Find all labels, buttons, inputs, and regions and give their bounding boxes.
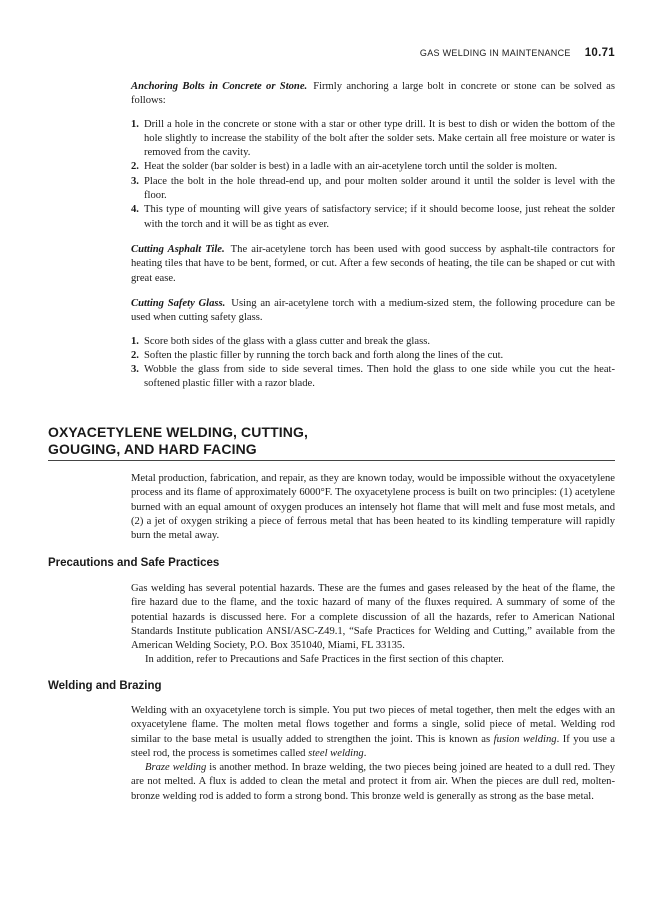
asphalt-heading: Cutting Asphalt Tile. <box>131 244 225 255</box>
welding-brazing-body: Welding with an oxyacetylene torch is simple. You put two pieces of metal together, then melt the edges with an oxyacetylene flame. The molten metal flows together and forms a single, solid piece of metal. Welding rod similar to the base metal is usually added to strengthen the joint. This is known as fusion welding. If you use a steel rod, the process is sometimes called steel welding. Braze welding is another method. In braze welding, the two pieces being joined are heated to a dull red. They are not melted. A flux is added to clean the metal and protect it from air. When the pieces are dull red, molten-bronze welding rod is added to form a strong bond. This bronze weld is generally as strong as the base metal. <box>131 705 616 802</box>
anchoring-steps <box>131 118 615 232</box>
running-head <box>300 47 615 59</box>
list-item: 4. This type of mounting will give years of satisfactory service; if it should become loose, just reheat the solder with the torch and it will be as tight as ever. <box>131 204 615 230</box>
list-item: 2. Heat the solder (bar solder is best) in a ladle with an air-acetylene torch until the solder is molten. <box>131 161 558 173</box>
safety-glass-block: Cutting Safety Glass. Using an air-acetylene torch with a medium-sized stem, the following procedure can be used when cutting safety glass. 1. Score both sides of the glass with a glass cutter and break the glass. 2. Soften the plastic filler by running the torch back and forth along the lines of the cut. 3. Wobble the glass from side to side several times. Then hold the glass to one side while you cut the heat-softened plastic filler with a razor blade. <box>131 297 615 392</box>
anchoring-heading: Anchoring Bolts in Concrete or Stone. <box>131 81 308 92</box>
section-heading: OXYACETYLENE WELDING, CUTTING, GOUGING, AND HARD FACING <box>48 424 615 461</box>
precautions-heading: Precautions and Safe Practices <box>48 557 220 569</box>
list-item: 3. Wobble the glass from side to side several times. Then hold the glass to one side while you cut the heat-softened plastic filler with a razor blade. <box>131 364 615 390</box>
precautions-body: Gas welding has several potential hazards. These are the fumes and gases released by the heat of the flame, the fire hazard due to the flame, and the toxic hazard of many of the fluxes required. A summary of some of the potential hazards is discussed here. For a complete discussion of all the hazards, refer to American National Standards Institute publication ANSI/ASC-Z49.1, “Safe Practices for Welding and Cutting,” available from the American Welding Society, P.O. Box 351040, Miami, FL 33135. In addition, refer to Precautions and Safe Practices in the first section of this chapter. <box>131 583 615 666</box>
anchoring-block <box>131 80 615 232</box>
running-title: GAS WELDING IN MAINTENANCE <box>419 48 571 58</box>
list-item: 1. Drill a hole in the concrete or stone with a star or other type drill. It is best to dish or widen the bottom of the hole slightly to increase the stability of the bolt after the solder sets. Make certain all free moisture or water is removed from the cavity. <box>131 118 615 159</box>
welding-brazing-heading: Welding and Brazing <box>48 680 162 692</box>
list-item: 1. Score both sides of the glass with a glass cutter and break the glass. <box>131 335 430 347</box>
anchoring-intro: Anchoring Bolts in Concrete or Stone. Firmly anchoring a large bolt in concrete or stone can be solved as follows: <box>131 81 615 107</box>
safety-glass-steps <box>131 335 615 392</box>
list-item: 3. Place the bolt in the hole thread-end up, and pour molten solder around it until the solder is level with the floor. <box>131 175 615 202</box>
page-number: 10.71 <box>584 47 615 59</box>
asphalt-block: Cutting Asphalt Tile. The air-acetylene torch has been used with good success by asphalt-tile contractors for heating tiles that have to be bent, formed, or cut. After a few seconds of heating, the tile can be shaped or cut with great ease. <box>131 244 615 284</box>
section-intro: Metal production, fabrication, and repair, as they are known today, would be impossible without the oxyacetylene process and its flame of approximately 6000°F. The oxyacetylene process is built on two principles: (1) acetylene burned with an equal amount of oxygen produces an intensely hot flame that will melt and fuse most metals, and (2) a jet of oxygen striking a piece of ferrous metal that has been heated to its kindling temperature will rapidly burn the metal away. <box>131 473 615 542</box>
safety-glass-heading: Cutting Safety Glass. <box>131 298 226 309</box>
list-item: 2. Soften the plastic filler by running the torch back and forth along the lines of the cut. <box>131 349 504 361</box>
